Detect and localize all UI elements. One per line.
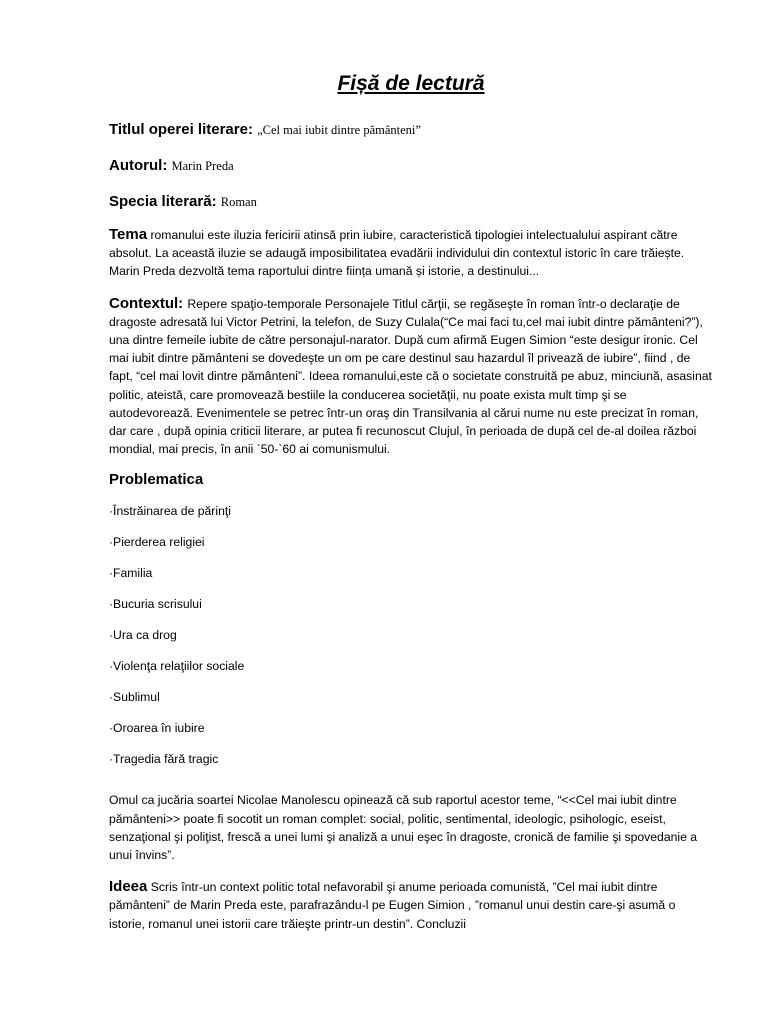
list-item: ·Bucuria scrisului bbox=[109, 597, 202, 612]
contextul-colon: : bbox=[178, 294, 188, 312]
list-item: ·Înstrăinarea de părinţi bbox=[109, 504, 231, 519]
list-item: ·Sublimul bbox=[109, 690, 160, 705]
tema-paragraph bbox=[109, 226, 713, 281]
list-item: ·Pierderea religiei bbox=[109, 535, 205, 550]
tema-label: Tema bbox=[109, 226, 148, 243]
field-title-value: „Cel mai iubit dintre pământeni” bbox=[257, 123, 421, 137]
field-genre-value: Roman bbox=[220, 195, 257, 209]
contextul-text: Repere spaţio-temporale Personajele Titlul cărţii, se regăseşte în roman într-o declaraţie de dragoste adresată lui Victor Petrini, la telefon, de Suzy Culala(“Ce mai faci tu,cel mai iubit dintre pământeni?”), una dintre femeile iubite de către personajul-narator. După cum afirmă Eugen Simion “este desigur ironic. Cel mai iubit dintre pământeni se dovedeşte un om pe care destinul sau hazardul îl privează de iubire”, fiind , de fapt, “cel mai lovit dintre pământeni”. Ideea romanului,este că o societate construită pe abuz, minciună, asasinat politic, ateistă, care promovează bestiile la conducerea societăţii, nu poate exista mult timp şi se autodevorează. Evenimentele se petrec într-un oraş din Transilvania al cărui nume nu este precizat în roman, dar care , după opinia criticii literare, ar putea fi recunoscut Clujul, în perioada de după cel de-al doilea război mondial, mai precis, în anii `50-`60 ai comunismului. bbox=[109, 296, 712, 457]
document-title: Fișă de lectură bbox=[337, 72, 485, 95]
ideea-text: Scris într-un context politic total nefavorabil şi anume perioada comunistă, ”Cel mai iubit dintre pământeni” de Marin Preda este, parafrazându-l pe Eugen Simion , ”romanul unui destin care-şi asumă o istorie, romanul unei istorii care trăieşte printr-un destin”. Concluzii bbox=[109, 880, 676, 931]
field-author-colon: : bbox=[162, 157, 172, 174]
ideea-paragraph bbox=[109, 878, 713, 933]
list-item: ·Familia bbox=[109, 566, 153, 581]
list-item: ·Violenţa relaţiilor sociale bbox=[109, 659, 245, 674]
field-title-label: Titlul operei literare bbox=[109, 121, 248, 138]
field-title-colon: : bbox=[247, 121, 258, 138]
field-genre-colon: : bbox=[211, 193, 221, 210]
list-item: ·Oroarea în iubire bbox=[109, 721, 205, 736]
field-author-value: Marin Preda bbox=[171, 159, 234, 173]
problematica-heading: Problematica bbox=[109, 471, 204, 489]
problematica-summary: Omul ca jucăria soartei Nicolae Manolescu opinează că sub raportul acestor teme, “<<Cel mai iubit dintre pământeni>> poate fi socotit un roman complet: social, politic, sentimental, ideologic, psihologic, eseist, senzaţional şi poliţist, frescă a unei lumi şi analiză a unui eşec în dragoste, cronică de familie şi spovedanie a unui învins”. bbox=[109, 793, 698, 863]
field-genre bbox=[109, 192, 713, 212]
contextul-label: Contextul bbox=[109, 294, 179, 312]
field-author bbox=[109, 156, 713, 176]
document-page bbox=[109, 70, 713, 947]
field-author-label: Autorul bbox=[109, 157, 163, 174]
tema-text: romanului este iluzia fericirii atinsă prin iubire, caracteristică tipologiei intelectualului aspirant către absolut. La această iluzie se adaugă imposibilitatea evadării individului din contextul istoric în care trăiește. Marin Preda dezvoltă tema raportului dintre ființa umană și istorie, a destinului... bbox=[109, 228, 685, 279]
ideea-label: Ideea bbox=[109, 878, 148, 896]
field-genre-label: Specia literară bbox=[109, 193, 212, 210]
list-item: ·Tragedia fără tragic bbox=[109, 752, 219, 767]
field-title bbox=[109, 120, 713, 140]
list-item: ·Ura ca drog bbox=[109, 628, 177, 643]
problematica-list bbox=[109, 502, 713, 781]
contextul-paragraph bbox=[109, 295, 713, 459]
